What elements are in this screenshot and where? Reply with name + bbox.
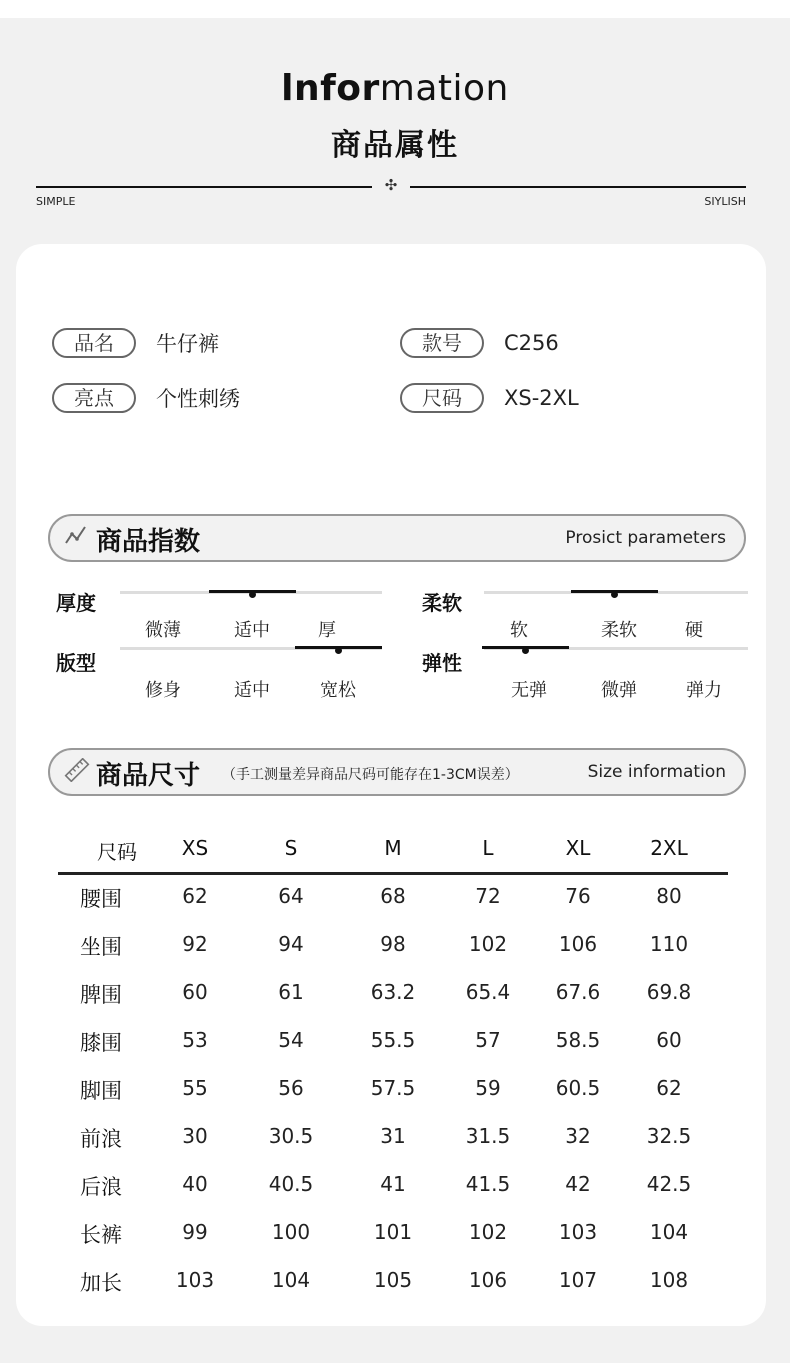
divider-left: [36, 186, 372, 188]
size-table-cell: 65.4: [465, 980, 511, 1004]
size-table-cell: 31: [380, 1124, 406, 1148]
ruler-icon: [64, 758, 90, 788]
index-option: 修身: [145, 680, 181, 701]
index-dot-thickness: [249, 591, 256, 598]
attr-value: XS-2XL: [504, 386, 579, 410]
size-table-cell: 103: [175, 1268, 215, 1292]
size-table-cell: 60: [182, 980, 208, 1004]
header-subtitle: 商品属性: [331, 128, 459, 163]
info-card: [16, 244, 766, 1326]
index-option: 微薄: [145, 620, 181, 641]
size-table-row-label: 加长: [80, 1271, 122, 1295]
size-table-cell: 106: [468, 1268, 508, 1292]
size-table-cell: 80: [656, 884, 682, 908]
index-label-fit: 版型: [56, 651, 96, 675]
header-title: [0, 68, 790, 109]
size-table-cell: 69.8: [646, 980, 692, 1004]
size-table-cell: 60: [656, 1028, 682, 1052]
size-table-cell: 104: [649, 1220, 689, 1244]
size-table-cell: 55: [182, 1076, 208, 1100]
size-table-cell: 40: [182, 1172, 208, 1196]
size-table-column-header: S: [284, 836, 298, 860]
header-title-bold: lnfor: [281, 68, 380, 109]
size-section-title: 商品尺寸: [96, 761, 201, 791]
index-section-en: Prosict parameters: [565, 528, 726, 548]
size-table-cell: 53: [182, 1028, 208, 1052]
index-option: 适中: [234, 620, 270, 641]
index-option: 硬: [685, 620, 703, 641]
size-table-row-label: 前浪: [80, 1127, 122, 1151]
index-option: 弹力: [686, 680, 722, 701]
size-table-cell: 62: [182, 884, 208, 908]
index-section-header: [48, 514, 746, 562]
attr-pill: 品名: [52, 328, 136, 358]
index-option: 微弹: [601, 680, 637, 701]
attr-style-no: [400, 328, 559, 358]
size-table-cell: 57.5: [370, 1076, 416, 1100]
index-option: 厚: [318, 620, 336, 641]
index-label-softness: 柔软: [422, 591, 462, 615]
tag-simple: SIMPLE: [36, 195, 76, 208]
size-table-cell: 30: [182, 1124, 208, 1148]
size-table-column-header: XL: [565, 836, 591, 860]
size-table-cell: 32: [565, 1124, 591, 1148]
size-table-column-header: L: [482, 836, 494, 860]
attr-size: [400, 383, 579, 413]
size-table-cell: 61: [278, 980, 304, 1004]
size-table-cell: 110: [649, 932, 689, 956]
size-section-note: （手工测量差异商品尺码可能存在1-3CM误差）: [222, 767, 519, 783]
index-label-thickness: 厚度: [56, 591, 96, 615]
size-table-column-header: M: [384, 836, 402, 860]
size-table-cell: 42: [565, 1172, 591, 1196]
size-table-cell: 67.6: [555, 980, 601, 1004]
size-table-cell: 64: [278, 884, 304, 908]
size-table-cell: 104: [271, 1268, 311, 1292]
size-table-column-header: 2XL: [650, 836, 688, 860]
size-table-cell: 32.5: [646, 1124, 692, 1148]
attr-highlight: [52, 383, 240, 413]
size-table-cell: 94: [278, 932, 304, 956]
size-table-cell: 60.5: [555, 1076, 601, 1100]
size-table-header-label: 尺码: [97, 840, 137, 864]
size-table-cell: 30.5: [268, 1124, 314, 1148]
size-table-cell: 92: [182, 932, 208, 956]
size-table-cell: 54: [278, 1028, 304, 1052]
index-option: 宽松: [320, 680, 356, 701]
index-option: 柔软: [601, 620, 637, 641]
size-table-cell: 102: [468, 932, 508, 956]
divider-right: [410, 186, 746, 188]
index-dot-softness: [611, 591, 618, 598]
attr-pill: 亮点: [52, 383, 136, 413]
size-table-cell: 42.5: [646, 1172, 692, 1196]
size-table-cell: 108: [649, 1268, 689, 1292]
size-table-header-line: [58, 872, 728, 875]
attr-pill: 尺码: [400, 383, 484, 413]
size-table-cell: 105: [373, 1268, 413, 1292]
index-option: 无弹: [511, 680, 547, 701]
size-table-cell: 59: [475, 1076, 501, 1100]
attr-value: C256: [504, 331, 559, 355]
size-table-cell: 56: [278, 1076, 304, 1100]
index-section-title: 商品指数: [96, 527, 201, 557]
size-table-cell: 107: [558, 1268, 598, 1292]
index-option: 软: [510, 620, 528, 641]
tag-stylish: SIYLISH: [704, 195, 746, 208]
size-section-header: [48, 748, 746, 796]
size-table-cell: 68: [380, 884, 406, 908]
size-table-cell: 103: [558, 1220, 598, 1244]
index-option: 适中: [234, 680, 270, 701]
size-table-row-label: 坐围: [80, 935, 122, 959]
size-table-cell: 62: [656, 1076, 682, 1100]
size-table-cell: 63.2: [370, 980, 416, 1004]
size-table-column-header: XS: [181, 836, 209, 860]
size-table-cell: 55.5: [370, 1028, 416, 1052]
size-table-cell: 106: [558, 932, 598, 956]
trend-line-icon: [64, 524, 88, 552]
size-table-row-label: 脚围: [80, 1079, 122, 1103]
size-table-row-label: 膝围: [80, 1031, 122, 1055]
size-table-cell: 101: [373, 1220, 413, 1244]
size-table-cell: 40.5: [268, 1172, 314, 1196]
size-table-cell: 41: [380, 1172, 406, 1196]
size-section-en: Size information: [587, 762, 726, 782]
attr-name: [52, 328, 219, 358]
size-table-cell: 98: [380, 932, 406, 956]
size-table-cell: 102: [468, 1220, 508, 1244]
attr-pill: 款号: [400, 328, 484, 358]
index-dot-fit: [335, 647, 342, 654]
attr-value: 个性刺绣: [156, 387, 240, 411]
divider-ornament-icon: ✣: [384, 176, 398, 194]
size-table-row-label: 后浪: [80, 1175, 122, 1199]
size-table-cell: 72: [475, 884, 501, 908]
attr-value: 牛仔裤: [156, 332, 219, 356]
size-table-cell: 31.5: [465, 1124, 511, 1148]
index-label-elasticity: 弹性: [422, 651, 462, 675]
size-table-row-label: 腰围: [80, 887, 122, 911]
page-background: [0, 18, 790, 1363]
size-table-cell: 41.5: [465, 1172, 511, 1196]
size-table-cell: 100: [271, 1220, 311, 1244]
size-table-cell: 57: [475, 1028, 501, 1052]
size-table-cell: 76: [565, 884, 591, 908]
size-table-cell: 99: [182, 1220, 208, 1244]
header-title-rest: mation: [379, 68, 509, 109]
index-dot-elasticity: [522, 647, 529, 654]
size-table-cell: 58.5: [555, 1028, 601, 1052]
size-table-row-label: 脾围: [80, 983, 122, 1007]
size-table-row-label: 长裤: [80, 1223, 122, 1247]
